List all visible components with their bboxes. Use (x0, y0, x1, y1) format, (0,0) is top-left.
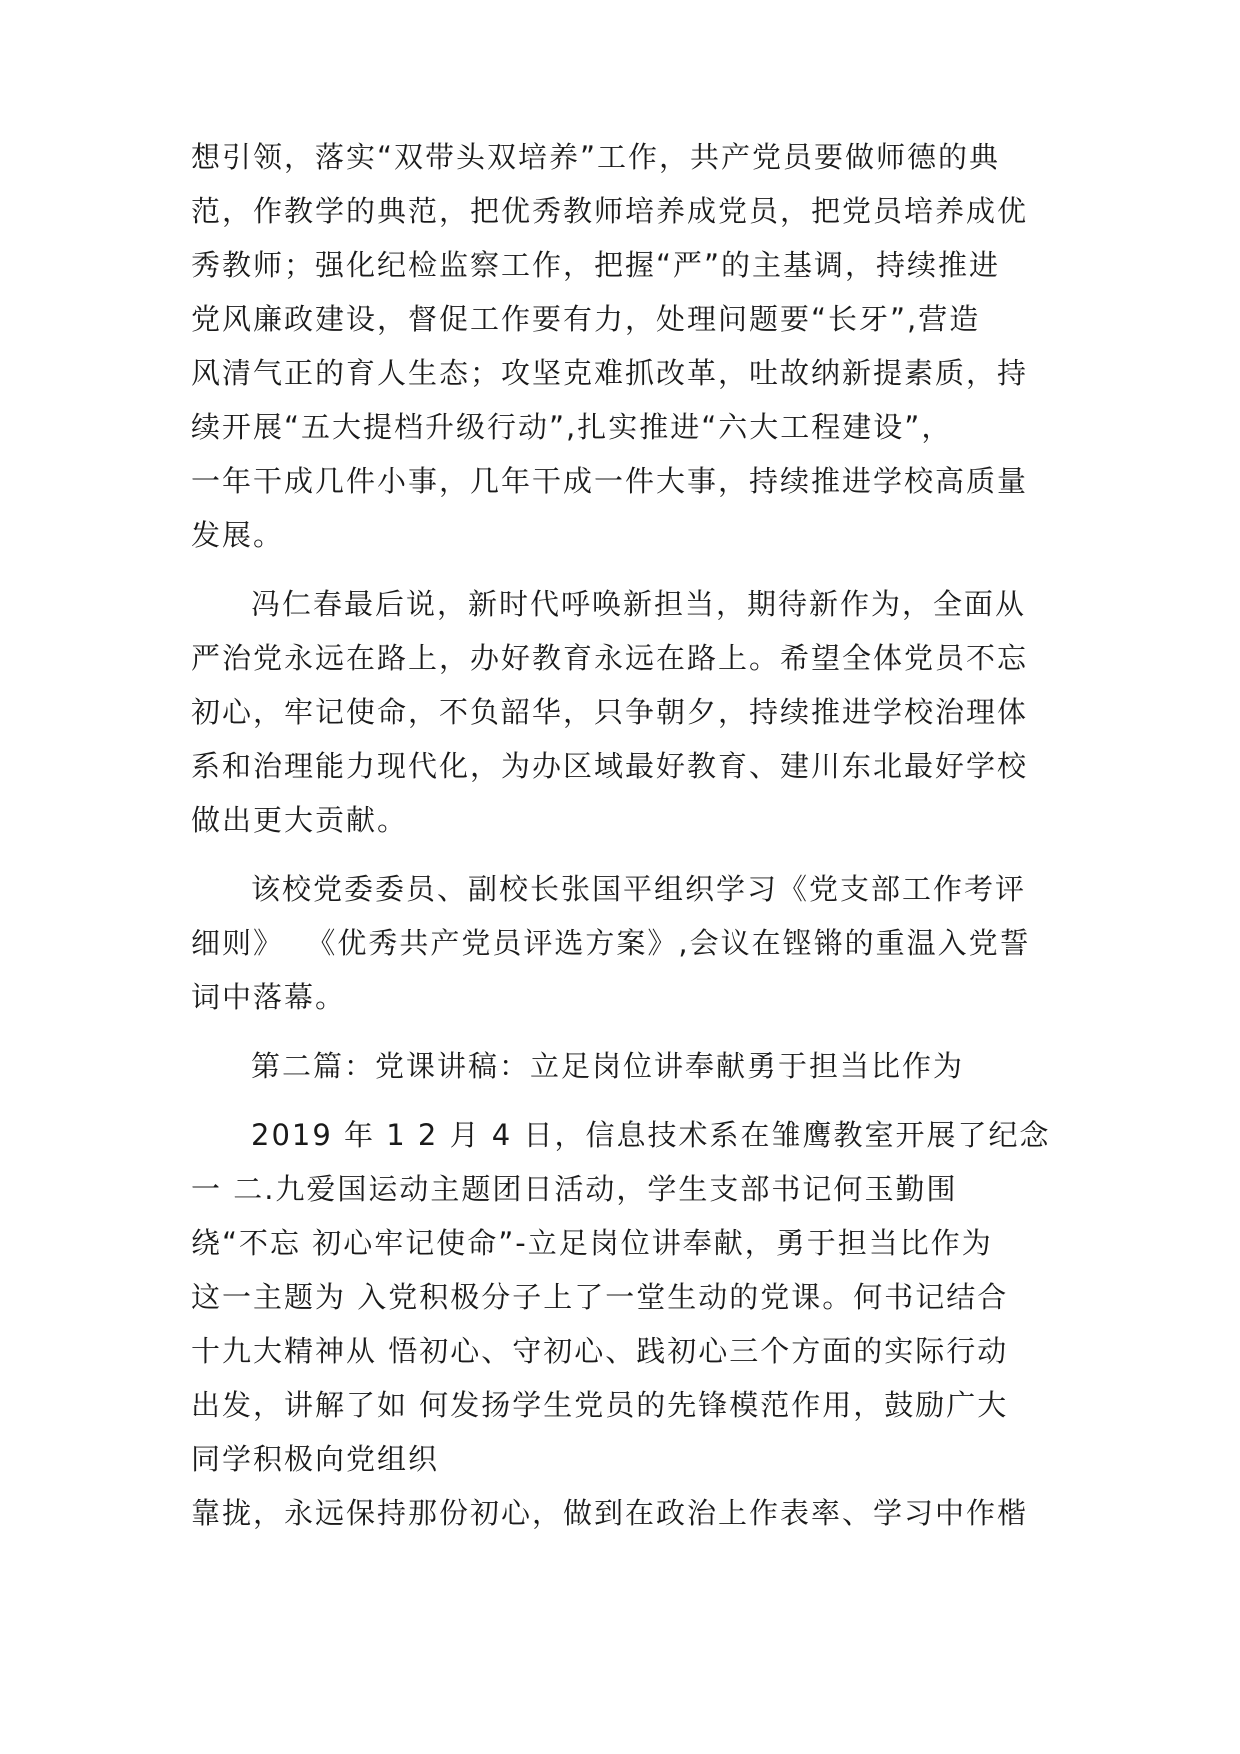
paragraph-5-line-3: 绕“不忘 初心牢记使命”-立足岗位讲奉献，勇于担当比作为 (191, 1226, 993, 1260)
paragraph-1-line-3: 秀教师；强化纪检监察工作，把握“严”的主基调，持续推进 (191, 248, 1001, 282)
paragraph-2-line-5: 做出更大贡献。 (191, 803, 409, 837)
paragraph-2-line-3: 初心，牢记使命，不负韶华，只争朝夕，持续推进学校治理体 (191, 695, 1029, 729)
paragraph-5-line-6: 出发，讲解了如 何发扬学生党员的先锋模范作用，鼓励广大 (191, 1388, 1009, 1422)
paragraph-3-line-2: 细则》 《优秀共产党员评选方案》,会议在铿锵的重温入党誓 (191, 926, 1031, 960)
paragraph-2-line-2: 严治党永远在路上，办好教育永远在路上。希望全体党员不忘 (191, 641, 1029, 675)
paragraph-1-line-7: 一年干成几件小事，几年干成一件大事，持续推进学校高质量 (191, 464, 1029, 498)
paragraph-5-line-5: 十九大精神从 悟初心、守初心、践初心三个方面的实际行动 (191, 1334, 1009, 1368)
paragraph-5-line-2: 一 二.九爱国运动主题团日活动，学生支部书记何玉勤围 (191, 1172, 958, 1206)
paragraph-5-line-7: 同学积极向党组织 (191, 1442, 440, 1476)
paragraph-1-line-8: 发展。 (191, 518, 285, 552)
section-heading: 第二篇：党课讲稿：立足岗位讲奉献勇于担当比作为 (251, 1049, 965, 1083)
paragraph-1-line-6: 续开展“五大提档升级行动”,扎实推进“六大工程建设”， (191, 410, 953, 444)
paragraph-2-line-1: 冯仁春最后说，新时代呼唤新担当，期待新作为，全面从 (251, 587, 1027, 621)
paragraph-1-line-5: 风清气正的育人生态；攻坚克难抓改革，吐故纳新提素质，持 (191, 356, 1029, 390)
paragraph-2-line-4: 系和治理能力现代化，为办区域最好教育、建川东北最好学校 (191, 749, 1029, 783)
paragraph-1-line-1: 想引领，落实“双带头双培养”工作，共产党员要做师德的典 (191, 140, 1001, 174)
paragraph-3-line-3: 词中落幕。 (191, 980, 347, 1014)
paragraph-5-line-8: 靠拢，永远保持那份初心，做到在政治上作表率、学习中作楷 (191, 1496, 1029, 1530)
paragraph-1-line-2: 范，作教学的典范，把优秀教师培养成党员，把党员培养成优 (191, 194, 1029, 228)
paragraph-5-line-1: 2019 年 1 2 月 4 日，信息技术系在雏鹰教室开展了纪念 (251, 1118, 1051, 1152)
paragraph-1-line-4: 党风廉政建设，督促工作要有力，处理问题要“长牙”,营造 (191, 302, 981, 336)
paragraph-3-line-1: 该校党委委员、副校长张国平组织学习《党支部工作考评 (251, 872, 1027, 906)
paragraph-5-line-4: 这一主题为 入党积极分子上了一堂生动的党课。何书记结合 (191, 1280, 1009, 1314)
